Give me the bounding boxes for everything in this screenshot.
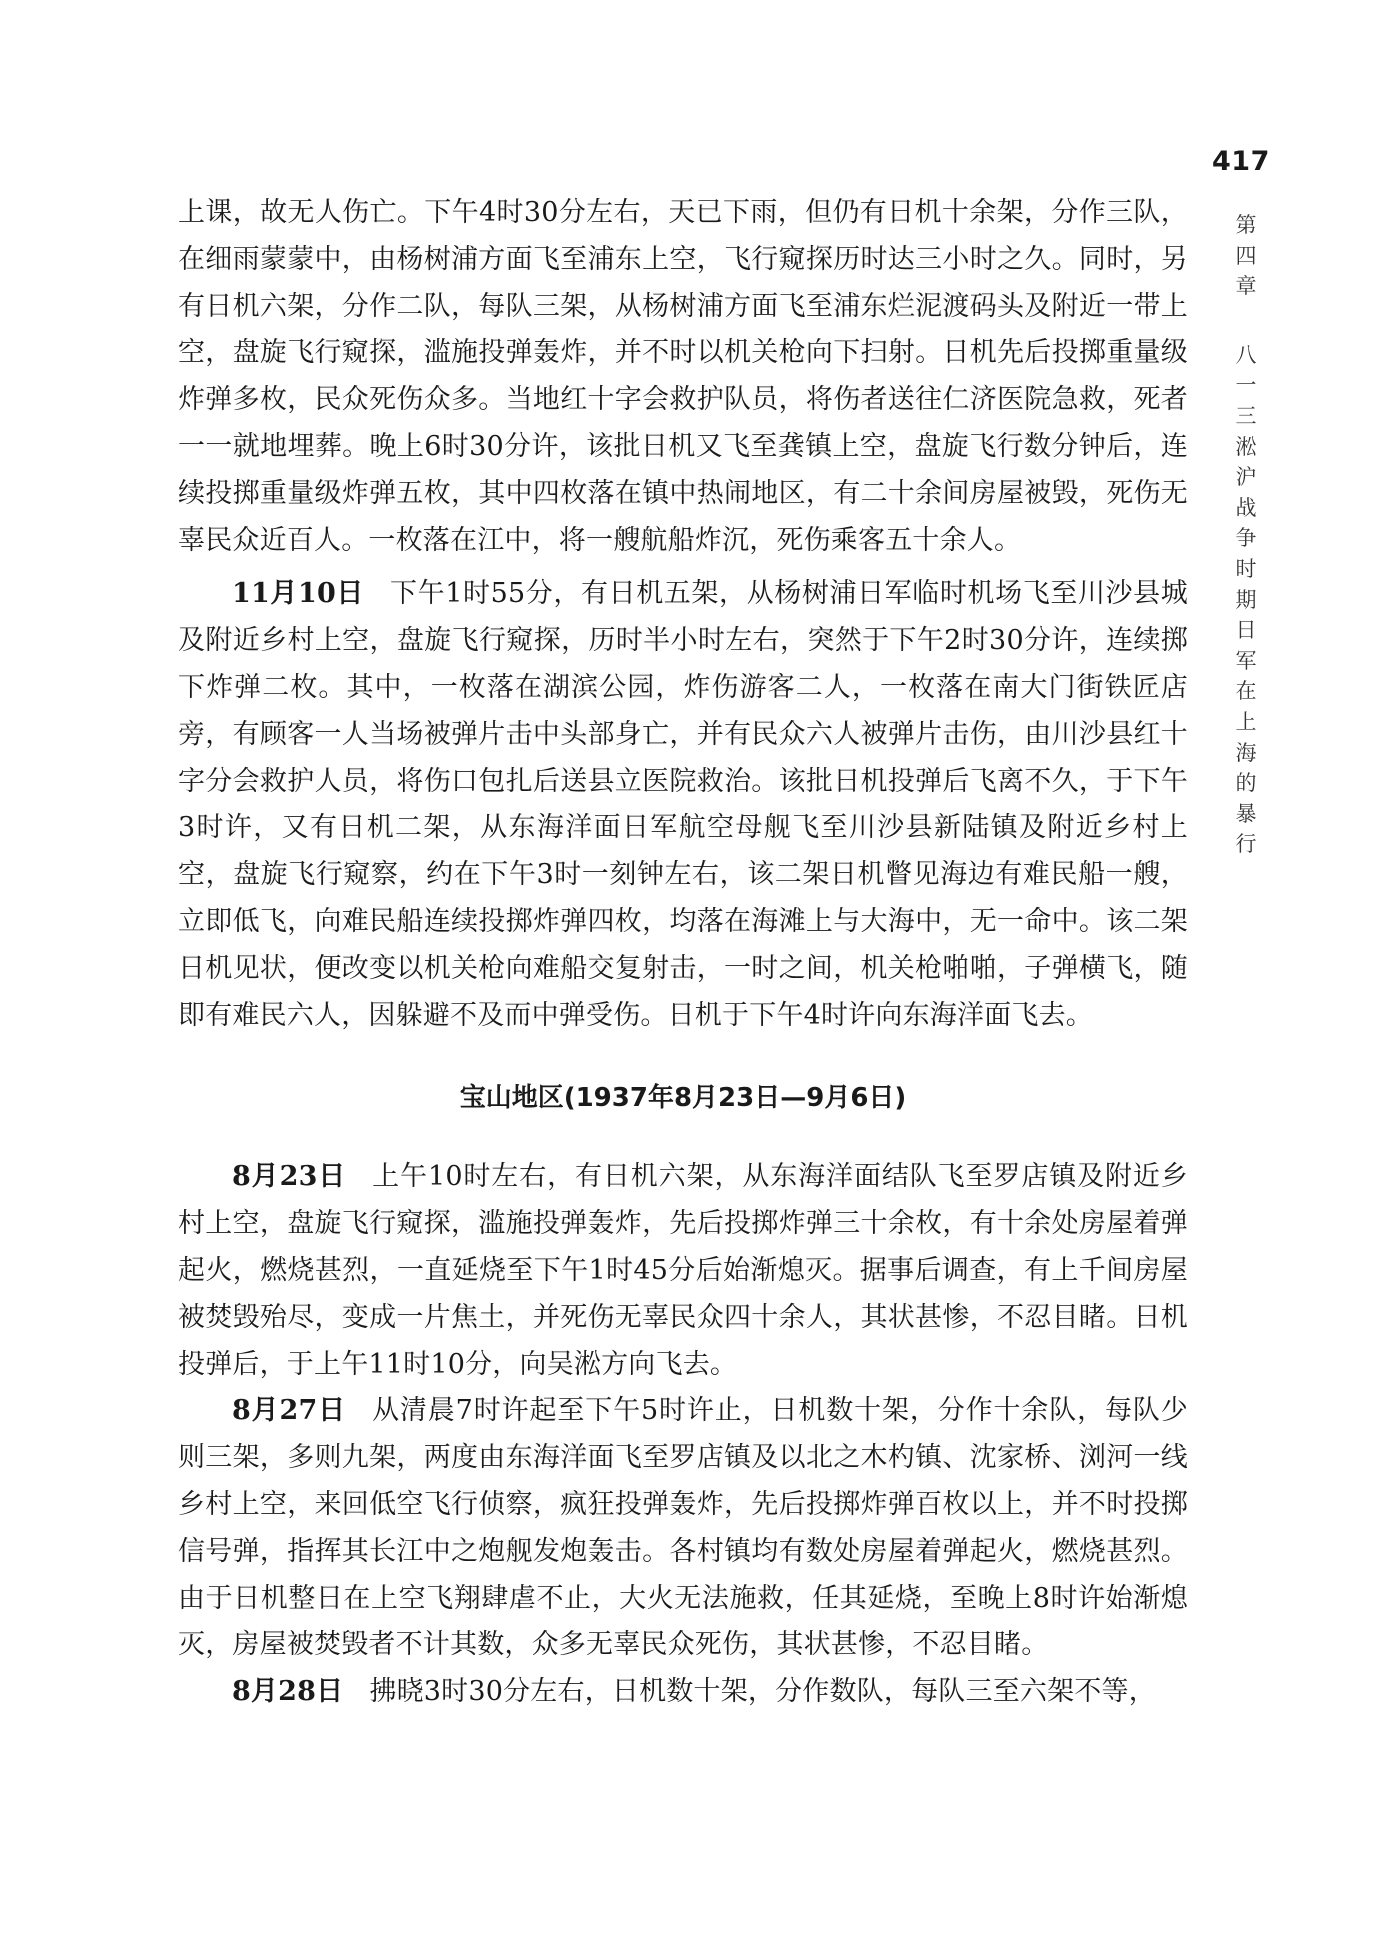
running-header-glyph: 暴 [1235,801,1257,826]
running-header-glyph: 上 [1235,709,1257,734]
running-header-glyph: 在 [1235,679,1257,704]
running-header-glyph: 四 [1235,243,1257,268]
paragraph-nov-10 [178,571,1188,1039]
paragraph-text: 下午1时55分，有日机五架，从杨树浦日军临时机场飞至川沙县城及附近乡村上空，盘旋飞行窥探，历时半小时左右，突然于下午2时30分许，连续掷下炸弹二枚。其中，一枚落在湖滨公园，炸伤游客二人，一枚落在南大门街铁匠店旁，有顾客一人当场被弹片击中头部身亡，并有民众六人被弹片击伤，由川沙县红十字分会救护人员，将伤口包扎后送县立医院救治。该批日机投弹后飞离不久，于下午3时许，又有日机二架，从东海洋面日军航空母舰飞至川沙县新陆镇及附近乡村上空，盘旋飞行窥察，约在下午3时一刻钟左右，该二架日机瞥见海边有难民船一艘，立即低飞，向难民船连续投掷炸弹四枚，均落在海滩上与大海中，无一命中。该二架日机见状，便改变以机关枪向难船交复射击，一时之间，机关枪啪啪，子弹横飞，随即有难民六人，因躲避不及而中弹受伤。日机于下午4时许向东海洋面飞去。 [178,578,1188,1031]
running-header-glyph: 沪 [1235,465,1257,490]
paragraph-text: 上午10时左右，有日机六架，从东海洋面结队飞至罗店镇及附近乡村上空，盘旋飞行窥探，滥施投弹轰炸，先后投掷炸弹三十余枚，有十余处房屋着弹起火，燃烧甚烈，一直延烧至下午1时45分后始渐熄灭。据事后调查，有上千间房屋被焚毁殆尽，变成一片焦土，并死伤无辜民众四十余人，其状甚惨，不忍目睹。日机投弹后，于上午11时10分，向吴淞方向飞去。 [178,1161,1188,1380]
page-number: 417 [1212,146,1270,177]
running-header-chapter [1229,210,1263,302]
running-header-glyph: 章 [1235,274,1257,299]
paragraph-aug-23 [178,1154,1188,1388]
running-header-glyph: 期 [1235,587,1257,612]
running-header-glyph: 第 [1235,213,1257,237]
running-header-glyph: 军 [1235,648,1257,673]
running-header-glyph: 一 [1235,373,1257,398]
running-header [1229,210,1263,860]
running-header-glyph: 日 [1235,618,1257,643]
running-header-glyph: 行 [1235,832,1257,857]
paragraph-aug-27 [178,1388,1188,1669]
section-title: 宝山地区(1937年8月23日—9月6日) [459,1083,907,1114]
entry-date: 8月23日 [232,1161,347,1193]
entry-date: 8月28日 [232,1676,344,1708]
running-header-glyph: 海 [1235,740,1257,765]
running-header-title [1229,340,1263,860]
entry-date: 8月27日 [232,1395,347,1427]
paragraph-continued [178,190,1188,564]
paragraph-text: 拂晓3时30分左右，日机数十架，分作数队，每队三至六架不等， [369,1676,1156,1708]
running-header-glyph: 的 [1235,771,1257,796]
running-header-glyph: 战 [1235,495,1257,520]
running-header-glyph: 争 [1235,526,1257,551]
entry-date: 11月10日 [232,578,364,610]
paragraph-aug-28 [178,1669,1188,1716]
running-header-glyph: 淞 [1235,434,1257,459]
running-header-glyph: 八 [1235,342,1257,367]
paragraph-text: 从清晨7时许起至下午5时许止，日机数十架，分作十余队，每队少则三架，多则九架，两度由东海洋面飞至罗店镇及以北之木杓镇、沈家桥、浏河一线乡村上空，来回低空飞行侦察，疯狂投弹轰炸，先后投掷炸弹百枚以上，并不时投掷信号弹，指挥其长江中之炮舰发炮轰击。各村镇均有数处房屋着弹起火，燃烧甚烈。由于日机整日在上空飞翔肆虐不止，大火无法施救，任其延烧，至晚上8时许始渐熄灭，房屋被焚毁者不计其数，众多无辜民众死伤，其状甚惨，不忍目睹。 [178,1395,1188,1661]
page-body [178,190,1188,1716]
running-header-glyph: 三 [1235,403,1257,428]
running-header-glyph: 时 [1235,556,1257,581]
paragraph-text: 上课，故无人伤亡。下午4时30分左右，天已下雨，但仍有日机十余架，分作三队，在细雨蒙蒙中，由杨树浦方面飞至浦东上空，飞行窥探历时达三小时之久。同时，另有日机六架，分作二队，每队三架，从杨树浦方面飞至浦东烂泥渡码头及附近一带上空，盘旋飞行窥探，滥施投弹轰炸，并不时以机关枪向下扫射。日机先后投掷重量级炸弹多枚，民众死伤众多。当地红十字会救护队员，将伤者送往仁济医院急救，死者一一就地埋葬。晚上6时30分许，该批日机又飞至龚镇上空，盘旋飞行数分钟后，连续投掷重量级炸弹五枚，其中四枚落在镇中热闹地区，有二十余间房屋被毁，死伤无辜民众近百人。一枚落在江中，将一艘航船炸沉，死伤乘客五十余人。 [178,197,1188,556]
